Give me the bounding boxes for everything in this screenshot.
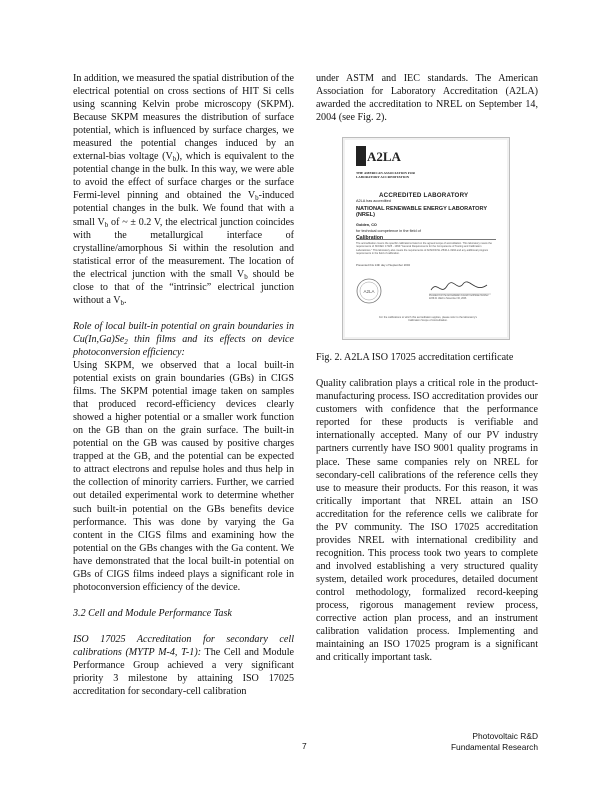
certificate-title: ACCREDITED LABORATORY xyxy=(379,192,469,200)
a2la-certificate-figure xyxy=(342,137,510,340)
certificate-footer: For the calibrations to which this accreditation applies, please refer to the laboratory's Calibration Scope of Accreditation. xyxy=(379,316,477,323)
footer-line-1: Photovoltaic R&D xyxy=(472,731,538,741)
paragraph-cigs: Using SKPM, we observed that a local built-in potential exists on grain boundaries (GBs) in CIGS films. The SKPM potential image taken on samples that produced record-efficiency devices clearly showed a higher potential or a smaller work function on the GB than on the grain surface. The built-in potential on the GB was caused by positive charges trapped at the GB, and the potential can be expected to attract electrons and repulse holes and thus help in the collection of minority carriers. Further, we carried out detailed experimental work to determine whether such built-in potential on the GBs benefits device performance. This was done by varying the Ga content in the CIGS films and examining how the potential on the GBs changes with the Ga content. We have demonstrated that the local built-in potential on GBs of CIGS films indeed plays a significant role in photoconversion efficiency of the device. xyxy=(73,359,294,593)
paragraph-iso-accreditation: ISO 17025 Accreditation for secondary cell calibrations (MYTP M-4, T-1): The Cell and Module Performance Group achieved a very significant priority 3 milestone by attaining ISO 17025 accreditation for secondary-cell calibration xyxy=(73,633,294,698)
section-heading-3-2: 3.2 Cell and Module Performance Task xyxy=(73,607,232,619)
section-heading-grain-boundaries: Role of local built-in potential on grain boundaries in $Cu(In,Ga)Se_2$ thin films and its effects on device photoconversion efficiency: xyxy=(73,320,294,358)
left-column xyxy=(73,72,294,698)
page-number: 7 xyxy=(302,741,307,751)
iso-subheading: ISO 17025 Accreditation for secondary cell calibrations (MYTP M-4, T-1): xyxy=(73,633,294,658)
a2la-logo-icon xyxy=(356,146,401,166)
signature-icon xyxy=(429,278,491,304)
seal-text: A2LA xyxy=(363,289,375,295)
certificate-competence: for technical competence in the field of xyxy=(356,229,421,234)
certificate-presented: Presented this 14th day of September 2004 xyxy=(356,263,410,268)
certificate-field: Calibration xyxy=(356,235,384,242)
right-column xyxy=(316,72,538,664)
seal-icon xyxy=(356,278,382,304)
paragraph-skpm-hit: In addition, we measured the spatial distribution of the electrical potential on cross sections of HIT Si cells using scanning Kelvin probe microscopy (SKPM). Because SKPM measures the distribution of surface potential, which is influenced by surface charges, we measured the potential changes induced by an external-bias voltage $(V_b)$, which is equivalent to the potential change in the bulk. In this way, we were able to avoid the effect of surface charges or the surface Fermi-level pinning and obtained the $V_b$-induced potential changes in the bulk. We found that with a small $V_b$ of ~ ± 0.2 V, the electrical junction coincides with the metallurgical interface of crystalline/amorphous Si within the resolution and statistical error of the measurement. The location of the electrical junction with the small $V_b$ should be close to that of the “intrinsic” electrical junction without a $V_b$. xyxy=(73,73,295,307)
figure-caption: Fig. 2. A2LA ISO 17025 accreditation certificate xyxy=(316,352,514,364)
signature-caption: President For the Accreditation Council Certificate Number 2236.01 Valid to November 30, 2006 xyxy=(429,295,489,300)
footer-line-2: Fundamental Research xyxy=(450,741,538,752)
paragraph-astm-iec: under ASTM and IEC standards. The American Association for Laboratory Accreditation (A2LA) awarded the accreditation to NREL on September 14, 2004 (see Fig. 2). xyxy=(316,73,538,124)
running-footer xyxy=(451,731,538,752)
certificate-location: Golden, CO xyxy=(356,223,377,228)
certificate-rule xyxy=(356,239,496,240)
certificate-org: NATIONAL RENEWABLE ENERGY LABORATORY (NREL) xyxy=(356,206,487,219)
certificate-scope: The accreditation covers the specific calibrations listed on the agreed scope of accreditation. This laboratory meets the requirements of ISO/IEC 17025 - 1999 "General Requirements for the Competence of Testing and Calibration Laboratories." This laboratory also meets the requirements of ANSI/NCSL Z540-1-1994 and any additional program requirements in the field of calibration. xyxy=(356,242,492,256)
paragraph-quality-calibration: Quality calibration plays a critical role in the product-manufacturing process. ISO accreditation provides our customers with confidence that the performance reported for these products is verifiable and internationally accepted. Many of our PV industry partners currently have ISO 9001 quality programs in place. These same companies rely on NREL for secondary-cell calibrations of the reference cells they use to measure their products. For this reason, it was critically important that NREL attain an ISO accreditation for the reference cells we calibrate for the PV community. The ISO 17025 accreditation provides NREL with international credibility and recognition. This process took two years to complete and involved establishing a very structured quality system, detailed work procedures, detailed document control methodology, formalized record-keeping process, rigorous management review process, corrective action plan process, and an instrument calibration validation process. Implementing and maintaining an ISO 17025 program is a significant and critically important task. xyxy=(316,378,538,664)
certificate-association: THE AMERICAN ASSOCIATION FOR LABORATORY ACCREDITATION xyxy=(356,171,415,180)
certificate-has-accredited: A2LA has accredited xyxy=(356,199,391,204)
logo-text: A2LA xyxy=(367,149,401,165)
